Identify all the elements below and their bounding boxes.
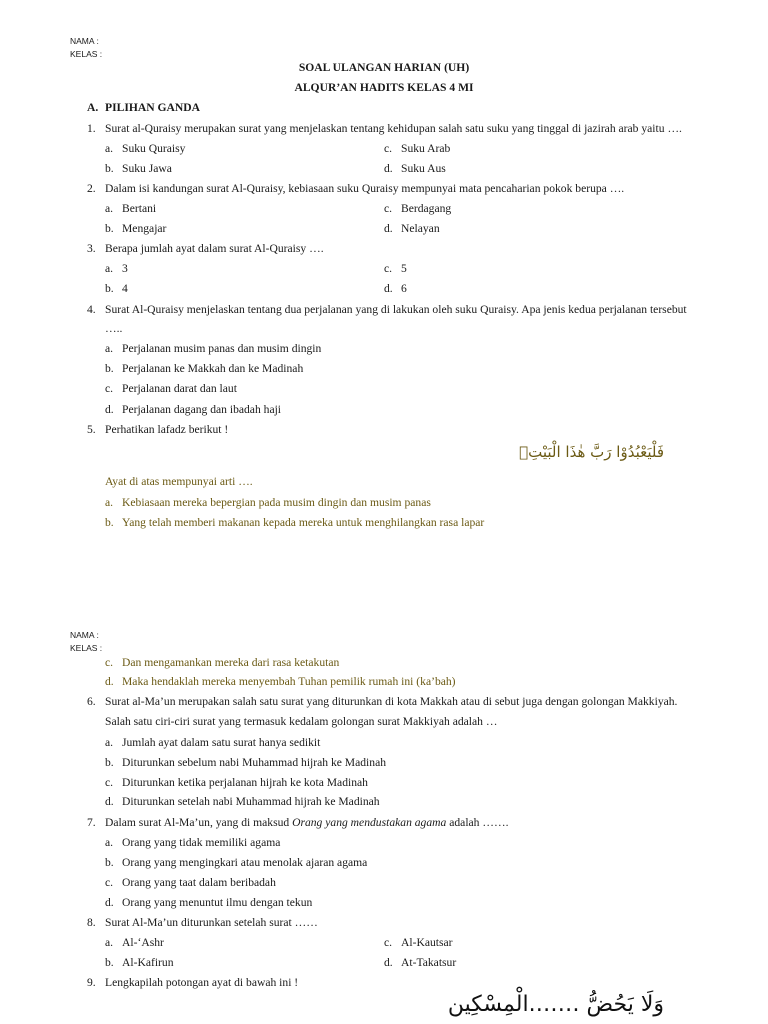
option-text: Kebiasaan mereka bepergian pada musim dingin dan musim panas [122, 496, 431, 509]
option-letter: d. [105, 403, 114, 416]
option-letter: a. [105, 202, 114, 215]
question-number: 7. [87, 816, 96, 829]
question-number: 1. [87, 122, 96, 135]
option-text: Perjalanan ke Makkah dan ke Madinah [122, 362, 304, 375]
name-label: NAMA : [70, 630, 99, 640]
option-letter: c. [105, 876, 114, 889]
option-text: Diturunkan setelah nabi Muhammad hijrah ke Madinah [122, 795, 380, 808]
option-letter: b. [105, 856, 114, 869]
name-label: NAMA : [70, 36, 99, 46]
option-letter: c. [384, 202, 393, 215]
option-text: Mengajar [122, 222, 167, 235]
question-text: Surat Al-Quraisy menjelaskan tentang dua perjalanan yang di lakukan oleh suku Quraisy. Apa jenis kedua perjalanan tersebut [105, 303, 687, 316]
option-text: 3 [122, 262, 128, 275]
option-text: Diturunkan sebelum nabi Muhammad hijrah ke Madinah [122, 756, 387, 769]
option-letter: b. [105, 282, 114, 295]
option-text: Maka hendaklah mereka menyembah Tuhan pemilik rumah ini (ka’bah) [122, 675, 456, 688]
option-letter: b. [105, 162, 114, 175]
option-text: 6 [401, 282, 407, 295]
exam-title: SOAL ULANGAN HARIAN (UH) [298, 61, 470, 74]
class-label: KELAS : [70, 49, 103, 59]
option-letter: d. [105, 896, 114, 909]
question-number: 2. [87, 182, 96, 195]
option-letter: a. [105, 142, 114, 155]
option-letter: c. [384, 262, 393, 275]
option-text: Suku Arab [401, 142, 451, 155]
question-number: 4. [87, 303, 96, 316]
option-text: Suku Aus [401, 162, 446, 175]
option-text: Al-Kafirun [122, 956, 174, 969]
question-number: 6. [87, 695, 96, 708]
option-text: At-Takatsur [401, 956, 457, 969]
question-text: Surat al-Quraisy merupakan surat yang menjelaskan tentang kehidupan salah satu suku yang tinggal di jazirah arab yaitu …. [105, 122, 682, 135]
section-title: PILIHAN GANDA [105, 101, 201, 114]
option-text: Al-‘Ashr [122, 936, 164, 949]
option-letter: b. [105, 362, 114, 375]
option-text: Orang yang mengingkari atau menolak ajaran agama [122, 856, 368, 869]
option-text: Berdagang [401, 202, 452, 215]
option-text: Perjalanan dagang dan ibadah haji [122, 403, 282, 416]
question-text [105, 816, 508, 829]
question-number: 3. [87, 242, 96, 255]
option-letter: a. [105, 342, 114, 355]
class-label: KELAS : [70, 643, 103, 653]
option-text: 5 [401, 262, 407, 275]
option-text: Perjalanan musim panas dan musim dingin [122, 342, 322, 355]
question-text-emphasis: Orang yang mendustakan agama [292, 816, 447, 829]
question-text-end: adalah ……. [446, 816, 509, 829]
option-letter: b. [105, 956, 114, 969]
option-letter: d. [384, 282, 393, 295]
option-text: Perjalanan darat dan laut [122, 382, 237, 395]
question-text: Surat al-Ma’un merupakan salah satu surat yang diturunkan di kota Makkah atau di sebut juga dengan golongan Makkiyah. [105, 695, 678, 708]
question-text: Lengkapilah potongan ayat di bawah ini ! [105, 976, 299, 989]
question-text: Dalam isi kandungan surat Al-Quraisy, kebiasaan suku Quraisy mempunyai mata pencaharian pokok berupa …. [105, 182, 625, 195]
question-text: Surat Al-Ma’un diturunkan setelah surat …… [105, 916, 318, 929]
option-text: Al-Kautsar [401, 936, 453, 949]
option-letter: a. [105, 496, 114, 509]
question-prompt: Ayat di atas mempunyai arti …. [105, 475, 253, 488]
section-letter: A. [87, 101, 99, 114]
option-text: Nelayan [401, 222, 440, 235]
option-text: Dan mengamankan mereka dari rasa ketakutan [122, 656, 340, 669]
question-text-continued: Salah satu ciri-ciri surat yang termasuk kedalam golongan surat Makkiyah adalah … [105, 715, 498, 728]
option-text: Suku Jawa [122, 162, 172, 175]
option-letter: a. [105, 262, 114, 275]
question-text: Perhatikan lafadz berikut ! [105, 423, 229, 436]
option-letter: d. [105, 675, 114, 688]
option-text: Bertani [122, 202, 157, 215]
option-letter: c. [384, 142, 393, 155]
option-text: Orang yang tidak memiliki agama [122, 836, 281, 849]
option-text: Yang telah memberi makanan kepada mereka untuk menghilangkan rasa lapar [122, 516, 485, 529]
question-number: 9. [87, 976, 96, 989]
option-letter: c. [384, 936, 393, 949]
arabic-verse: وَلَا يَحُضُّ …….الْمِسْكِين [447, 992, 664, 1017]
question-text-continued: ….. [105, 322, 123, 335]
question-number: 8. [87, 916, 96, 929]
option-text: Suku Quraisy [122, 142, 186, 155]
question-text-start: Dalam surat Al-Ma’un, yang di maksud [105, 816, 293, 829]
option-letter: c. [105, 776, 114, 789]
option-letter: d. [384, 162, 393, 175]
question-number: 5. [87, 423, 96, 436]
option-text: Jumlah ayat dalam satu surat hanya sedikit [122, 736, 321, 749]
option-text: Diturunkan ketika perjalanan hijrah ke kota Madinah [122, 776, 368, 789]
question-text: Berapa jumlah ayat dalam surat Al-Quraisy …. [105, 242, 324, 255]
option-letter: b. [105, 222, 114, 235]
option-letter: a. [105, 936, 114, 949]
option-letter: d. [105, 795, 114, 808]
option-text: 4 [122, 282, 128, 295]
option-text: Orang yang menuntut ilmu dengan tekun [122, 896, 313, 909]
option-text: Orang yang taat dalam beribadah [122, 876, 276, 889]
option-letter: c. [105, 656, 114, 669]
option-letter: d. [384, 956, 393, 969]
arabic-verse: فَلْيَعْبُدُوْا رَبَّ هٰذَا الْبَيْتِۙ [519, 443, 664, 461]
option-letter: a. [105, 836, 114, 849]
option-letter: c. [105, 382, 114, 395]
option-letter: b. [105, 756, 114, 769]
exam-subtitle: ALQUR’AN HADITS KELAS 4 MI [294, 81, 474, 94]
option-letter: d. [384, 222, 393, 235]
option-letter: b. [105, 516, 114, 529]
option-letter: a. [105, 736, 114, 749]
